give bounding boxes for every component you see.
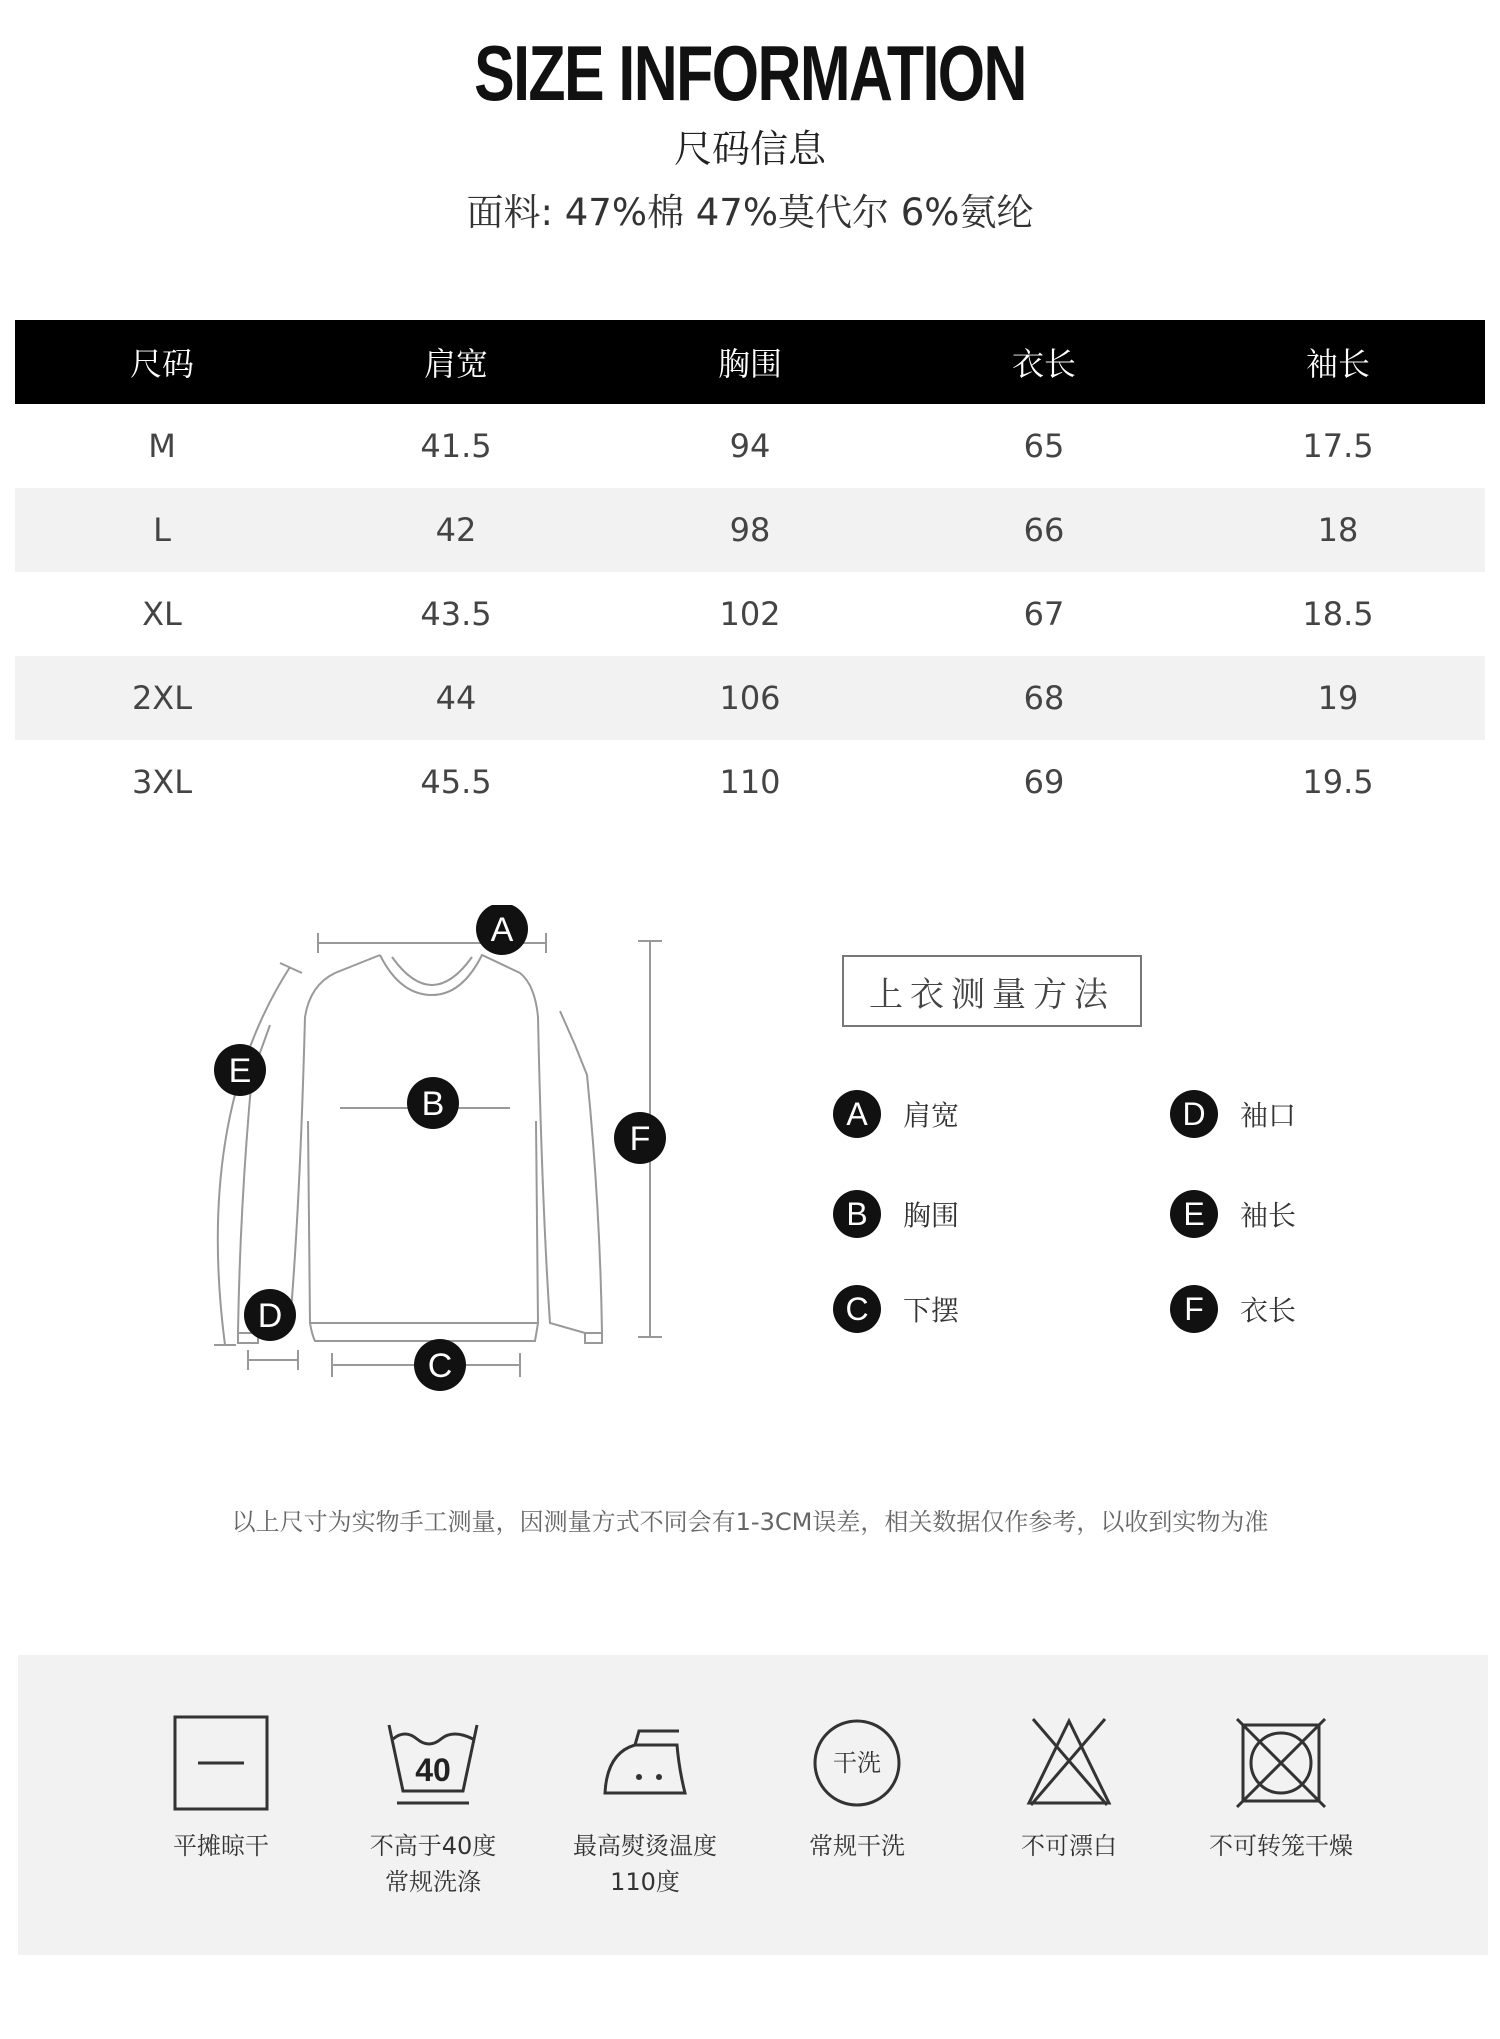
table-cell: 68 — [1023, 679, 1065, 717]
legend-item-d — [1170, 1090, 1296, 1138]
table-row — [15, 656, 1485, 740]
table-cell: 42 — [435, 511, 477, 549]
care-item-no-bleach — [964, 1655, 1174, 1955]
svg-text:F: F — [629, 1120, 651, 1158]
header-cell: 衣长 — [1011, 345, 1076, 383]
svg-text:E: E — [228, 1052, 252, 1090]
header-cell: 胸围 — [717, 345, 782, 383]
legend-item-b — [833, 1190, 959, 1238]
size-table — [15, 320, 1485, 824]
table-cell: 41.5 — [420, 427, 492, 465]
table-cell: 94 — [729, 427, 771, 465]
care-item-flat-dry — [116, 1655, 326, 1955]
table-cell: 2XL — [131, 679, 193, 717]
marker-a — [476, 905, 528, 955]
table-cell: 3XL — [131, 763, 193, 801]
table-cell: 106 — [719, 679, 781, 717]
table-row — [15, 740, 1485, 824]
care-item-iron — [540, 1655, 750, 1955]
table-cell: XL — [142, 595, 182, 633]
wash-40-icon — [383, 1713, 483, 1813]
header-cell: 尺码 — [129, 345, 194, 383]
care-label: 不可漂白 — [1021, 1832, 1117, 1860]
table-cell: 44 — [435, 679, 477, 717]
table-cell: 102 — [719, 595, 781, 633]
header-cell: 肩宽 — [423, 345, 488, 383]
svg-text:D: D — [257, 1297, 283, 1335]
legend-item-f — [1170, 1285, 1296, 1333]
legend-badge: E — [1170, 1190, 1218, 1238]
legend-label: 肩宽 — [903, 1099, 960, 1132]
table-row — [15, 488, 1485, 572]
table-cell: 17.5 — [1302, 427, 1374, 465]
legend-badge: F — [1170, 1285, 1218, 1333]
svg-text:C: C — [427, 1347, 453, 1385]
svg-text:40: 40 — [415, 1752, 451, 1788]
table-cell: 18.5 — [1302, 595, 1374, 633]
legend-label: 衣长 — [1240, 1294, 1297, 1327]
care-item-wash-40 — [328, 1655, 538, 1955]
measurement-method-title: 上衣测量方法 — [842, 955, 1142, 1027]
legend-badge: C — [833, 1285, 881, 1333]
table-cell: 19.5 — [1302, 763, 1374, 801]
svg-text:A: A — [490, 911, 514, 949]
legend-label: 下摆 — [903, 1294, 960, 1327]
table-cell: 98 — [729, 511, 771, 549]
table-cell: M — [148, 427, 176, 465]
legend-label: 袖口 — [1240, 1099, 1297, 1132]
legend-badge: A — [833, 1090, 881, 1138]
care-item-no-tumble-dry — [1176, 1655, 1386, 1955]
header-cell: 袖长 — [1305, 345, 1370, 383]
legend-item-c — [833, 1285, 959, 1333]
flat-dry-icon — [171, 1713, 271, 1813]
shirt-outline — [238, 955, 602, 1343]
table-row — [15, 404, 1485, 488]
table-cell: 110 — [719, 763, 781, 801]
marker-d — [244, 1289, 296, 1341]
legend-label: 袖长 — [1240, 1199, 1297, 1232]
legend-item-e — [1170, 1190, 1296, 1238]
care-label: 平摊晾干 — [173, 1832, 269, 1860]
legend-badge: D — [1170, 1090, 1218, 1138]
table-cell: 65 — [1023, 427, 1065, 465]
legend-label: 胸围 — [903, 1199, 960, 1232]
table-header — [15, 320, 1485, 404]
garment-diagram — [190, 905, 750, 1425]
diagram-markers — [214, 905, 666, 1391]
table-cell: 18 — [1317, 511, 1359, 549]
svg-text:B: B — [421, 1085, 445, 1123]
table-cell: 45.5 — [420, 763, 492, 801]
care-instructions-panel — [18, 1655, 1488, 1955]
care-label: 常规干洗 — [809, 1832, 905, 1860]
no-bleach-icon — [1019, 1713, 1119, 1813]
marker-f — [614, 1112, 666, 1164]
no-tumble-dry-icon — [1231, 1713, 1331, 1813]
dry-clean-icon — [807, 1713, 907, 1813]
legend-badge: B — [833, 1190, 881, 1238]
marker-c — [414, 1339, 466, 1391]
care-label: 不可转笼干燥 — [1209, 1832, 1353, 1860]
iron-icon — [595, 1713, 695, 1813]
table-cell: 66 — [1023, 511, 1065, 549]
measurement-note: 以上尺寸为实物手工测量，因测量方式不同会有1-3CM误差，相关数据仅作参考，以收到实物为准 — [231, 1508, 1269, 1536]
table-cell: 67 — [1023, 595, 1065, 633]
page-title: SIZE INFORMATION — [474, 29, 1026, 117]
marker-e — [214, 1044, 266, 1096]
care-label: 不高于40度 常规洗涤 — [369, 1832, 497, 1896]
table-cell: 19 — [1317, 679, 1359, 717]
care-label: 最高熨烫温度 110度 — [573, 1832, 717, 1896]
fabric-composition: 面料: 47%棉 47%莫代尔 6%氨纶 — [466, 191, 1034, 234]
marker-b — [407, 1077, 459, 1129]
table-row — [15, 572, 1485, 656]
table-cell: 69 — [1023, 763, 1065, 801]
page-subtitle: 尺码信息 — [673, 127, 826, 171]
table-cell: 43.5 — [420, 595, 492, 633]
care-item-dry-clean — [752, 1655, 962, 1955]
table-cell: L — [153, 511, 171, 549]
svg-text:干洗: 干洗 — [833, 1749, 881, 1777]
legend-item-a — [833, 1090, 959, 1138]
